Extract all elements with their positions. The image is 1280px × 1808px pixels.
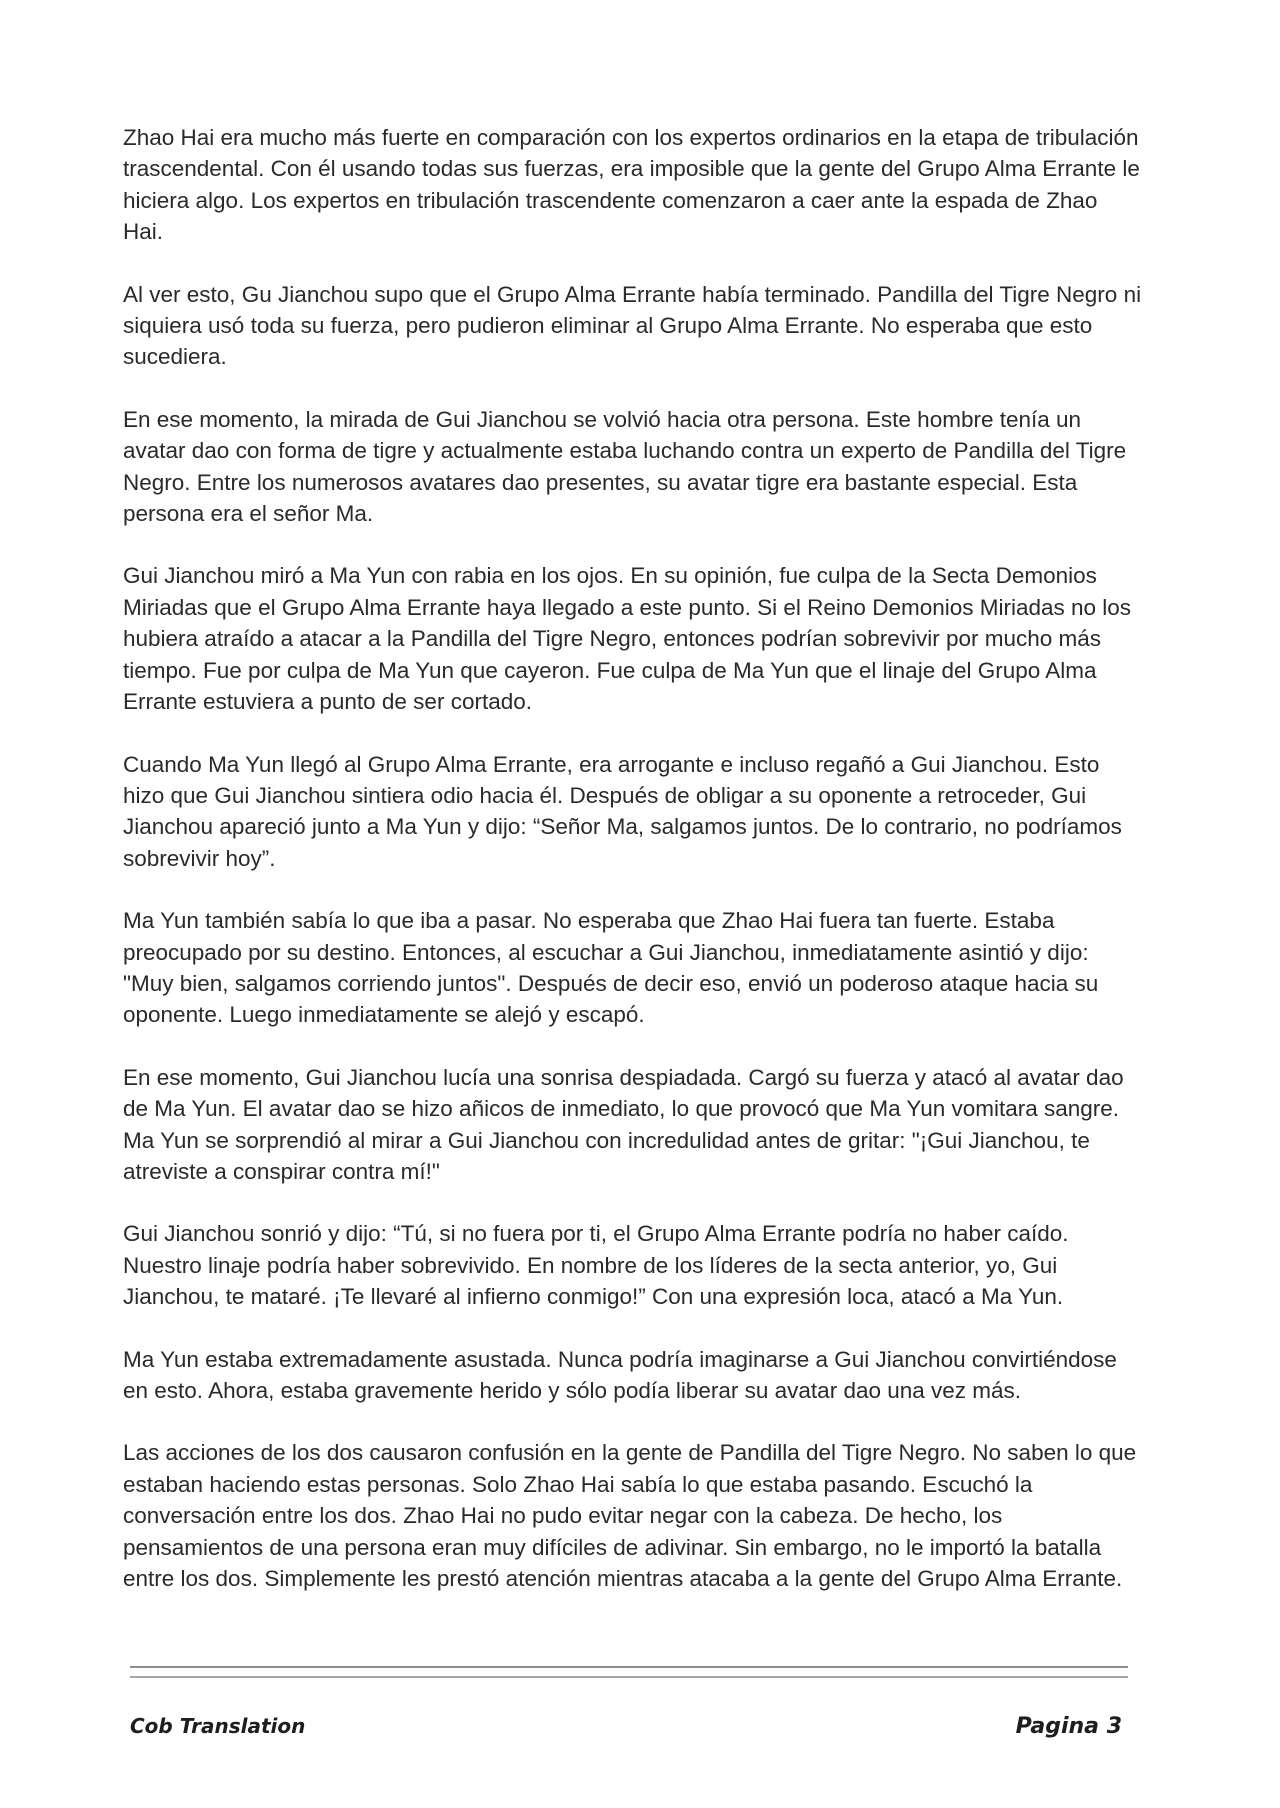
footer-divider: [130, 1666, 1128, 1680]
paragraph: Gui Jianchou miró a Ma Yun con rabia en los ojos. En su opinión, fue culpa de la Secta Demonios Miriadas que el Grupo Alma Errante haya llegado a este punto. Si el Reino Demonios Miriadas no los hubiera atraído a atacar a la Pandilla del Tigre Negro, entonces podrían sobrevivir por mucho más tiempo. Fue por culpa de Ma Yun que cayeron. Fue culpa de Ma Yun que el linaje del Grupo Alma Errante estuviera a punto de ser cortado.: [123, 563, 1132, 715]
footer-translator-credit: Cob Translation: [130, 1714, 306, 1738]
paragraph: Gui Jianchou sonrió y dijo: “Tú, si no fuera por ti, el Grupo Alma Errante podría no haber caído. Nuestro linaje podría haber sobrevivido. En nombre de los líderes de la secta anterior, yo, Gui Jianchou, te mataré. ¡Te llevaré al infierno conmigo!” Con una expresión loca, atacó a Ma Yun.: [123, 1221, 1069, 1310]
document-body: [123, 122, 1143, 1625]
footer-divider-line-bottom: [130, 1676, 1128, 1678]
paragraph: Al ver esto, Gu Jianchou supo que el Grupo Alma Errante había terminado. Pandilla del Tigre Negro ni siquiera usó toda su fuerza, pero pudieron eliminar al Grupo Alma Errante. No esperaba que esto sucediera.: [123, 281, 1142, 370]
paragraph: Zhao Hai era mucho más fuerte en comparación con los expertos ordinarios en la etapa de tribulación trascendental. Con él usando todas sus fuerzas, era imposible que la gente del Grupo Alma Errante le hiciera algo. Los expertos en tribulación trascendente comenzaron a caer ante la espada de Zhao Hai.: [123, 125, 1140, 245]
paragraph: Las acciones de los dos causaron confusión en la gente de Pandilla del Tigre Negro. No saben lo que estaban haciendo estas personas. Solo Zhao Hai sabía lo que estaba pasando. Escuchó la conversación entre los dos. Zhao Hai no pudo evitar negar con la cabeza. De hecho, los pensamientos de una persona eran muy difíciles de adivinar. Sin embargo, no le importó la batalla entre los dos. Simplemente les prestó atención mientras atacaba a la gente del Grupo Alma Errante.: [123, 1440, 1137, 1592]
paragraph: En ese momento, la mirada de Gui Jianchou se volvió hacia otra persona. Este hombre tenía un avatar dao con forma de tigre y actualmente estaba luchando contra un experto de Pandilla del Tigre Negro. Entre los numerosos avatares dao presentes, su avatar tigre era bastante especial. Esta persona era el señor Ma.: [123, 406, 1127, 527]
paragraph: Ma Yun estaba extremadamente asustada. Nunca podría imaginarse a Gui Jianchou convirtiéndose en esto. Ahora, estaba gravemente herido y sólo podía liberar su avatar dao una vez más.: [123, 1346, 1117, 1403]
paragraph: Ma Yun también sabía lo que iba a pasar. No esperaba que Zhao Hai fuera tan fuerte. Estaba preocupado por su destino. Entonces, al escuchar a Gui Jianchou, inmediatamente asintió y dijo: "Muy bien, salgamos corriendo juntos". Después de decir eso, envió un poderoso ataque hacia su oponente. Luego inmediatamente se alejó y escapó.: [123, 908, 1099, 1028]
footer-divider-line-top: [130, 1666, 1128, 1668]
footer-page-number: Pagina 3: [1015, 1714, 1122, 1739]
paragraph: Cuando Ma Yun llegó al Grupo Alma Errante, era arrogante e incluso regañó a Gui Jianchou. Esto hizo que Gui Jianchou sintiera odio hacia él. Después de obligar a su oponente a retroceder, Gui Jianchou apareció junto a Ma Yun y dijo: “Señor Ma, salgamos juntos. De lo contrario, no podríamos sobrevivir hoy”.: [123, 751, 1122, 871]
paragraph: En ese momento, Gui Jianchou lucía una sonrisa despiadada. Cargó su fuerza y atacó al avatar dao de Ma Yun. El avatar dao se hizo añicos de inmediato, lo que provocó que Ma Yun vomitara sangre. Ma Yun se sorprendió al mirar a Gui Jianchou con incredulidad antes de gritar: "¡Gui Jianchou, te atreviste a conspirar contra mí!": [123, 1064, 1124, 1184]
